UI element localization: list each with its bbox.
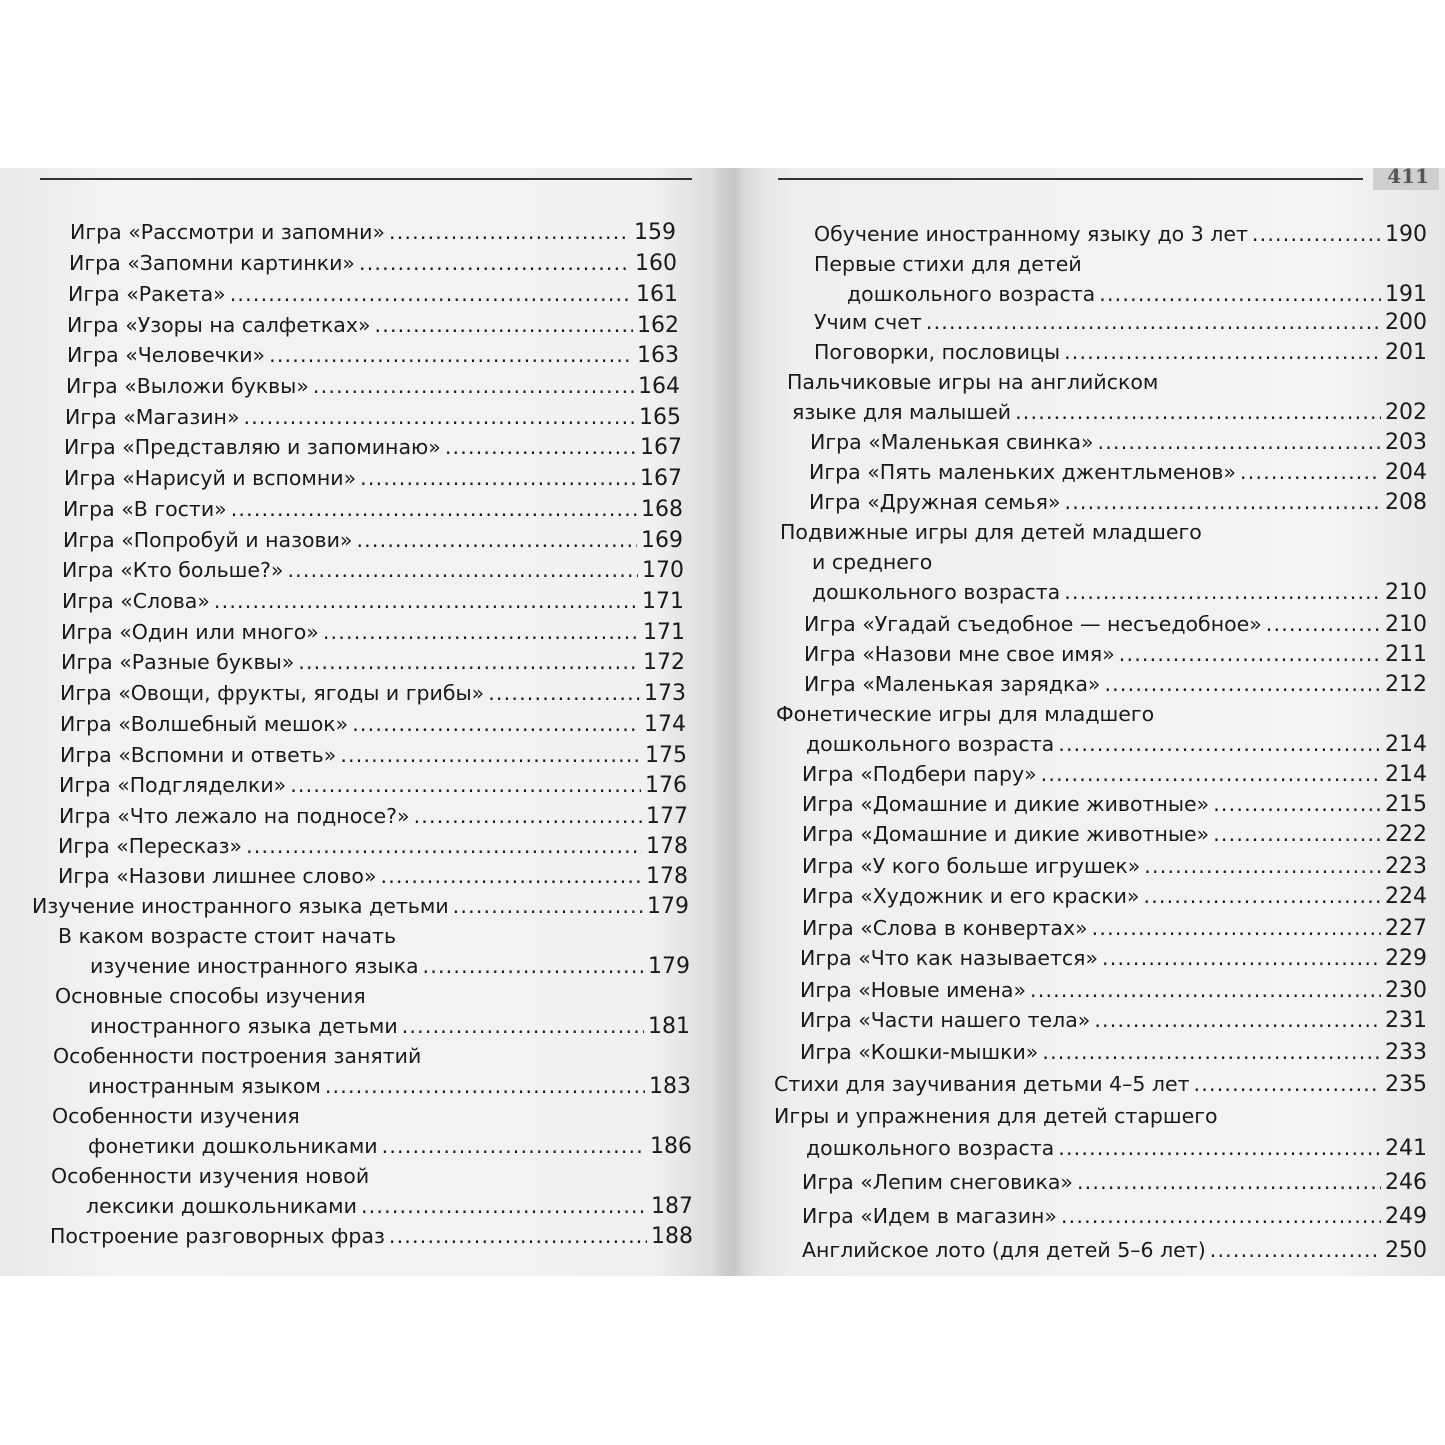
toc-dot-leader bbox=[488, 679, 640, 707]
toc-dot-leader bbox=[389, 218, 630, 246]
toc-dot-leader bbox=[414, 802, 642, 830]
toc-entry-title: Игра «Назови лишнее слово» bbox=[58, 864, 377, 888]
toc-entry bbox=[814, 220, 1427, 249]
toc-entry-title: Игра «Подбери пару» bbox=[802, 762, 1037, 786]
toc-entry-title: Игра «Части нашего тела» bbox=[800, 1008, 1091, 1032]
toc-dot-leader bbox=[1077, 1168, 1381, 1196]
toc-dot-leader bbox=[1042, 1038, 1381, 1066]
toc-entry-page: 200 bbox=[1385, 310, 1427, 335]
toc-entry bbox=[32, 892, 689, 921]
toc-entry bbox=[64, 464, 682, 493]
toc-entry-title: Игра «Человечки» bbox=[67, 343, 266, 367]
toc-entry-page: 230 bbox=[1385, 978, 1427, 1003]
toc-entry-page: 246 bbox=[1385, 1170, 1427, 1195]
toc-entry-page: 179 bbox=[648, 954, 690, 979]
toc-dot-leader bbox=[1041, 760, 1381, 788]
toc-entry bbox=[53, 1042, 691, 1070]
toc-dot-leader bbox=[1030, 976, 1381, 1004]
toc-entry-page: 210 bbox=[1385, 580, 1427, 605]
toc-entry-page: 177 bbox=[646, 804, 688, 829]
toc-entry-title: фонетики дошкольниками bbox=[88, 1134, 378, 1158]
toc-entry-page: 179 bbox=[647, 894, 689, 919]
toc-entry-title: Игра «Идем в магазин» bbox=[802, 1204, 1057, 1228]
toc-entry-page: 224 bbox=[1385, 884, 1427, 909]
toc-dot-leader bbox=[340, 741, 641, 769]
toc-entry-title: Игра «Новые имена» bbox=[800, 978, 1027, 1002]
toc-entry-title: Игра «Кошки-мышки» bbox=[800, 1040, 1039, 1064]
toc-entry bbox=[62, 587, 684, 616]
toc-entry bbox=[814, 308, 1427, 337]
toc-entry-page: 171 bbox=[642, 589, 684, 614]
toc-entry-title: Особенности изучения новой bbox=[51, 1164, 370, 1188]
toc-entry bbox=[70, 218, 676, 247]
toc-dot-leader bbox=[926, 308, 1381, 336]
toc-entry bbox=[776, 700, 1427, 728]
toc-entry-page: 211 bbox=[1385, 642, 1427, 667]
toc-entry-title: Игра «Один или много» bbox=[61, 620, 319, 644]
toc-entry bbox=[802, 1202, 1427, 1231]
toc-dot-leader bbox=[1143, 882, 1381, 910]
toc-entry-page: 235 bbox=[1385, 1072, 1427, 1097]
toc-dot-leader bbox=[1015, 398, 1381, 426]
toc-entry-title: Игра «Маленькая свинка» bbox=[810, 430, 1094, 454]
toc-dot-leader bbox=[1099, 280, 1381, 308]
toc-entry-title: Игра «Что как называется» bbox=[800, 946, 1099, 970]
toc-entry-page: 233 bbox=[1385, 1040, 1427, 1065]
toc-entry-page: 170 bbox=[642, 558, 684, 583]
toc-entry-title: Игра «Узоры на салфетках» bbox=[67, 313, 371, 337]
toc-entry bbox=[68, 280, 678, 309]
toc-entry bbox=[814, 338, 1427, 367]
toc-dot-leader bbox=[381, 862, 643, 890]
toc-entry-title: Игра «Ракета» bbox=[68, 282, 226, 306]
toc-entry-title: дошкольного возраста bbox=[812, 580, 1061, 604]
toc-entry bbox=[61, 648, 685, 677]
toc-entry-title: Игра «Рассмотри и запомни» bbox=[70, 220, 385, 244]
toc-entry bbox=[67, 341, 679, 370]
toc-entry bbox=[52, 1102, 691, 1130]
toc-entry-title: иностранного языка детьми bbox=[90, 1014, 398, 1038]
toc-entry bbox=[792, 398, 1427, 427]
toc-dot-leader bbox=[323, 618, 639, 646]
toc-entry-title: дошкольного возраста bbox=[806, 1136, 1055, 1160]
toc-entry-page: 227 bbox=[1385, 916, 1427, 941]
toc-entry bbox=[55, 982, 690, 1010]
toc-entry-title: Игра «Представляю и запоминаю» bbox=[64, 435, 441, 459]
toc-entry-page: 201 bbox=[1385, 340, 1427, 365]
left-page-toc bbox=[0, 168, 712, 1276]
toc-entry-page: 210 bbox=[1385, 612, 1427, 637]
toc-entry bbox=[810, 428, 1427, 457]
toc-entry-title: Английское лото (для детей 5–6 лет) bbox=[802, 1238, 1206, 1262]
toc-entry-title: Построение разговорных фраз bbox=[50, 1224, 385, 1248]
toc-entry-page: 160 bbox=[635, 251, 677, 276]
toc-dot-leader bbox=[359, 249, 631, 277]
toc-dot-leader bbox=[389, 1222, 647, 1250]
toc-entry bbox=[812, 548, 1427, 576]
toc-entry-title: дошкольного возраста bbox=[806, 732, 1055, 756]
toc-entry-page: 163 bbox=[637, 343, 679, 368]
toc-entry-title: лексики дошкольниками bbox=[86, 1194, 357, 1218]
toc-entry-title: Особенности построения занятий bbox=[53, 1044, 422, 1068]
toc-entry bbox=[60, 710, 686, 739]
toc-dot-leader bbox=[313, 372, 634, 400]
toc-dot-leader bbox=[361, 1192, 647, 1220]
toc-entry-title: Игра «Что лежало на подносе?» bbox=[59, 804, 410, 828]
page-number: 411 bbox=[1373, 168, 1439, 190]
toc-dot-leader bbox=[287, 556, 638, 584]
toc-dot-leader bbox=[352, 710, 640, 738]
toc-entry-page: 178 bbox=[646, 864, 688, 889]
toc-entry bbox=[62, 556, 684, 585]
toc-entry bbox=[58, 922, 689, 950]
toc-entry bbox=[806, 730, 1427, 759]
toc-entry-page: 231 bbox=[1385, 1008, 1427, 1033]
toc-entry bbox=[802, 760, 1427, 789]
toc-entry bbox=[802, 852, 1427, 881]
toc-entry bbox=[800, 944, 1427, 973]
toc-entry bbox=[787, 368, 1427, 396]
toc-entry bbox=[63, 495, 683, 524]
toc-entry-page: 214 bbox=[1385, 762, 1427, 787]
toc-entry bbox=[86, 1192, 693, 1221]
toc-entry bbox=[69, 249, 677, 278]
book-gutter bbox=[712, 168, 762, 1276]
toc-dot-leader bbox=[230, 280, 632, 308]
toc-dot-leader bbox=[290, 771, 641, 799]
toc-dot-leader bbox=[1094, 1006, 1381, 1034]
toc-entry bbox=[800, 1006, 1427, 1035]
toc-dot-leader bbox=[1064, 338, 1381, 366]
toc-entry-page: 249 bbox=[1385, 1204, 1427, 1229]
toc-entry-title: Игра «Разные буквы» bbox=[61, 650, 295, 674]
toc-dot-leader bbox=[1194, 1070, 1381, 1098]
toc-entry-title: Игра «Запомни картинки» bbox=[69, 251, 355, 275]
toc-entry-title: и среднего bbox=[812, 550, 933, 574]
toc-entry-page: 178 bbox=[646, 834, 688, 859]
toc-entry-page: 168 bbox=[641, 497, 683, 522]
toc-entry-page: 212 bbox=[1385, 672, 1427, 697]
toc-entry-title: Игры и упражнения для детей старшего bbox=[774, 1104, 1218, 1128]
toc-dot-leader bbox=[382, 1132, 646, 1160]
toc-entry-page: 203 bbox=[1385, 430, 1427, 455]
toc-dot-leader bbox=[1098, 428, 1381, 456]
toc-entry-title: Игра «Нарисуй и вспомни» bbox=[64, 466, 357, 490]
toc-entry bbox=[60, 679, 686, 708]
toc-entry-title: Стихи для заучивания детьми 4–5 лет bbox=[774, 1072, 1190, 1096]
toc-entry-page: 171 bbox=[643, 620, 685, 645]
toc-entry-page: 161 bbox=[636, 282, 678, 307]
toc-entry-title: Обучение иностранному языку до 3 лет bbox=[814, 222, 1248, 246]
toc-entry-title: Игра «Назови мне свое имя» bbox=[804, 642, 1115, 666]
toc-entry-page: 191 bbox=[1385, 282, 1427, 307]
toc-dot-leader bbox=[1210, 1236, 1381, 1264]
toc-entry-page: 222 bbox=[1385, 822, 1427, 847]
toc-entry-title: Учим счет bbox=[814, 310, 922, 334]
toc-dot-leader bbox=[1144, 852, 1381, 880]
toc-entry bbox=[780, 518, 1427, 546]
toc-entry-title: Игра «Вспомни и ответь» bbox=[60, 743, 337, 767]
toc-dot-leader bbox=[1058, 1134, 1381, 1162]
toc-entry bbox=[802, 790, 1427, 819]
toc-dot-leader bbox=[375, 311, 633, 339]
toc-entry bbox=[802, 1236, 1427, 1265]
toc-entry bbox=[66, 372, 680, 401]
toc-entry bbox=[50, 1222, 693, 1251]
toc-entry-page: 223 bbox=[1385, 854, 1427, 879]
toc-entry-page: 215 bbox=[1385, 792, 1427, 817]
toc-dot-leader bbox=[356, 526, 637, 554]
toc-entry-page: 190 bbox=[1385, 222, 1427, 247]
toc-entry-page: 187 bbox=[651, 1194, 693, 1219]
toc-entry-page: 204 bbox=[1385, 460, 1427, 485]
toc-entry bbox=[804, 640, 1427, 669]
toc-entry-page: 173 bbox=[644, 681, 686, 706]
toc-entry bbox=[88, 1072, 691, 1101]
toc-entry-title: Игра «Овощи, фрукты, ягоды и грибы» bbox=[60, 681, 485, 705]
toc-entry-title: Пальчиковые игры на английском bbox=[787, 370, 1159, 394]
toc-entry-title: Игра «У кого больше игрушек» bbox=[802, 854, 1141, 878]
toc-entry-title: Игра «Лепим снеговика» bbox=[802, 1170, 1073, 1194]
toc-dot-leader bbox=[1092, 914, 1381, 942]
toc-dot-leader bbox=[1266, 610, 1381, 638]
toc-dot-leader bbox=[1213, 790, 1381, 818]
toc-entry-title: Поговорки, пословицы bbox=[814, 340, 1061, 364]
toc-entry-page: 165 bbox=[639, 405, 681, 430]
toc-entry-page: 181 bbox=[648, 1014, 690, 1039]
toc-dot-leader bbox=[269, 341, 633, 369]
toc-entry-title: Основные способы изучения bbox=[55, 984, 366, 1008]
toc-entry bbox=[804, 670, 1427, 699]
toc-dot-leader bbox=[231, 495, 637, 523]
toc-entry-title: Игра «Пересказ» bbox=[58, 834, 243, 858]
toc-entry bbox=[61, 618, 685, 647]
toc-entry bbox=[63, 526, 683, 555]
toc-entry bbox=[88, 1132, 692, 1161]
toc-entry-page: 167 bbox=[640, 435, 682, 460]
toc-dot-leader bbox=[1213, 820, 1381, 848]
toc-dot-leader bbox=[423, 952, 644, 980]
toc-entry-title: Игра «Художник и его краски» bbox=[802, 884, 1140, 908]
toc-entry bbox=[804, 610, 1427, 639]
toc-entry-page: 183 bbox=[649, 1074, 691, 1099]
toc-entry-title: Игра «Кто больше?» bbox=[62, 558, 284, 582]
toc-entry-title: иностранным языком bbox=[88, 1074, 321, 1098]
toc-entry-title: Игра «Маленькая зарядка» bbox=[804, 672, 1101, 696]
toc-entry-page: 167 bbox=[640, 466, 682, 491]
toc-entry-title: Игра «Подгляделки» bbox=[59, 773, 287, 797]
toc-entry bbox=[64, 433, 682, 462]
toc-dot-leader bbox=[246, 832, 642, 860]
toc-entry-title: Игра «Волшебный мешок» bbox=[60, 712, 349, 736]
toc-dot-leader bbox=[1252, 220, 1381, 248]
toc-entry-title: В каком возрасте стоит начать bbox=[58, 924, 397, 948]
toc-dot-leader bbox=[1064, 578, 1381, 606]
right-page-toc bbox=[762, 168, 1445, 1276]
toc-dot-leader bbox=[360, 464, 636, 492]
toc-entry bbox=[90, 1012, 690, 1041]
toc-entry-page: 241 bbox=[1385, 1136, 1427, 1161]
toc-entry bbox=[60, 741, 687, 770]
toc-entry-title: Игра «Слова в конвертах» bbox=[802, 916, 1088, 940]
toc-entry-page: 169 bbox=[641, 528, 683, 553]
toc-entry-title: Подвижные игры для детей младшего bbox=[780, 520, 1202, 544]
toc-entry bbox=[59, 802, 688, 831]
toc-entry bbox=[800, 976, 1427, 1005]
toc-entry bbox=[59, 771, 687, 800]
toc-entry-title: Игра «Пять маленьких джентльменов» bbox=[809, 460, 1237, 484]
toc-entry bbox=[809, 458, 1427, 487]
toc-entry-title: Игра «В гости» bbox=[63, 497, 227, 521]
toc-dot-leader bbox=[214, 587, 638, 615]
toc-entry bbox=[802, 820, 1427, 849]
toc-entry-page: 172 bbox=[643, 650, 685, 675]
toc-entry-page: 164 bbox=[638, 374, 680, 399]
toc-entry-title: Игра «Слова» bbox=[62, 589, 210, 613]
toc-dot-leader bbox=[325, 1072, 645, 1100]
toc-entry-title: языке для малышей bbox=[792, 400, 1012, 424]
book-spread bbox=[0, 168, 1445, 1276]
toc-dot-leader bbox=[445, 433, 636, 461]
toc-entry-title: Игра «Магазин» bbox=[65, 405, 240, 429]
toc-dot-leader bbox=[298, 648, 639, 676]
toc-entry bbox=[65, 403, 681, 432]
toc-entry-page: 229 bbox=[1385, 946, 1427, 971]
toc-entry bbox=[774, 1102, 1427, 1130]
toc-entry bbox=[802, 882, 1427, 911]
toc-entry-title: Изучение иностранного языка детьми bbox=[32, 894, 449, 918]
toc-entry-title: дошкольного возраста bbox=[847, 282, 1096, 306]
toc-entry bbox=[67, 311, 679, 340]
toc-entry-title: изучение иностранного языка bbox=[90, 954, 419, 978]
toc-dot-leader bbox=[1240, 458, 1381, 486]
toc-entry bbox=[847, 280, 1427, 309]
toc-entry bbox=[58, 832, 688, 861]
toc-dot-leader bbox=[453, 892, 643, 920]
toc-entry bbox=[802, 914, 1427, 943]
toc-entry-title: Игра «Угадай съедобное — несъедобное» bbox=[804, 612, 1262, 636]
toc-entry bbox=[806, 1134, 1427, 1163]
toc-entry bbox=[774, 1070, 1427, 1099]
toc-entry-title: Игра «Выложи буквы» bbox=[66, 374, 309, 398]
toc-dot-leader bbox=[244, 403, 636, 431]
toc-dot-leader bbox=[1061, 1202, 1381, 1230]
toc-entry bbox=[802, 1168, 1427, 1197]
toc-entry-page: 176 bbox=[645, 773, 687, 798]
toc-entry-page: 175 bbox=[645, 743, 687, 768]
toc-entry-page: 174 bbox=[644, 712, 686, 737]
toc-entry-page: 214 bbox=[1385, 732, 1427, 757]
toc-entry bbox=[814, 250, 1427, 278]
toc-entry bbox=[800, 1038, 1427, 1067]
toc-entry bbox=[90, 952, 690, 981]
toc-dot-leader bbox=[1119, 640, 1381, 668]
toc-entry-title: Игра «Домашние и дикие животные» bbox=[802, 792, 1210, 816]
toc-dot-leader bbox=[1102, 944, 1381, 972]
toc-dot-leader bbox=[402, 1012, 644, 1040]
toc-entry-page: 188 bbox=[651, 1224, 693, 1249]
toc-entry-title: Игра «Попробуй и назови» bbox=[63, 528, 353, 552]
toc-dot-leader bbox=[1104, 670, 1381, 698]
toc-entry-title: Первые стихи для детей bbox=[814, 252, 1082, 276]
toc-entry-page: 250 bbox=[1385, 1238, 1427, 1263]
toc-dot-leader bbox=[1065, 488, 1382, 516]
toc-entry-page: 208 bbox=[1385, 490, 1427, 515]
toc-entry-title: Фонетические игры для младшего bbox=[776, 702, 1155, 726]
toc-entry-page: 159 bbox=[634, 220, 676, 245]
toc-entry bbox=[51, 1162, 692, 1190]
toc-entry-page: 202 bbox=[1385, 400, 1427, 425]
toc-dot-leader bbox=[1058, 730, 1381, 758]
toc-entry bbox=[812, 578, 1427, 607]
toc-entry-page: 162 bbox=[637, 313, 679, 338]
toc-entry bbox=[58, 862, 688, 891]
toc-entry-title: Игра «Домашние и дикие животные» bbox=[802, 822, 1210, 846]
toc-entry bbox=[809, 488, 1427, 517]
toc-entry-page: 186 bbox=[650, 1134, 692, 1159]
toc-entry-title: Особенности изучения bbox=[52, 1104, 300, 1128]
toc-entry-title: Игра «Дружная семья» bbox=[809, 490, 1061, 514]
